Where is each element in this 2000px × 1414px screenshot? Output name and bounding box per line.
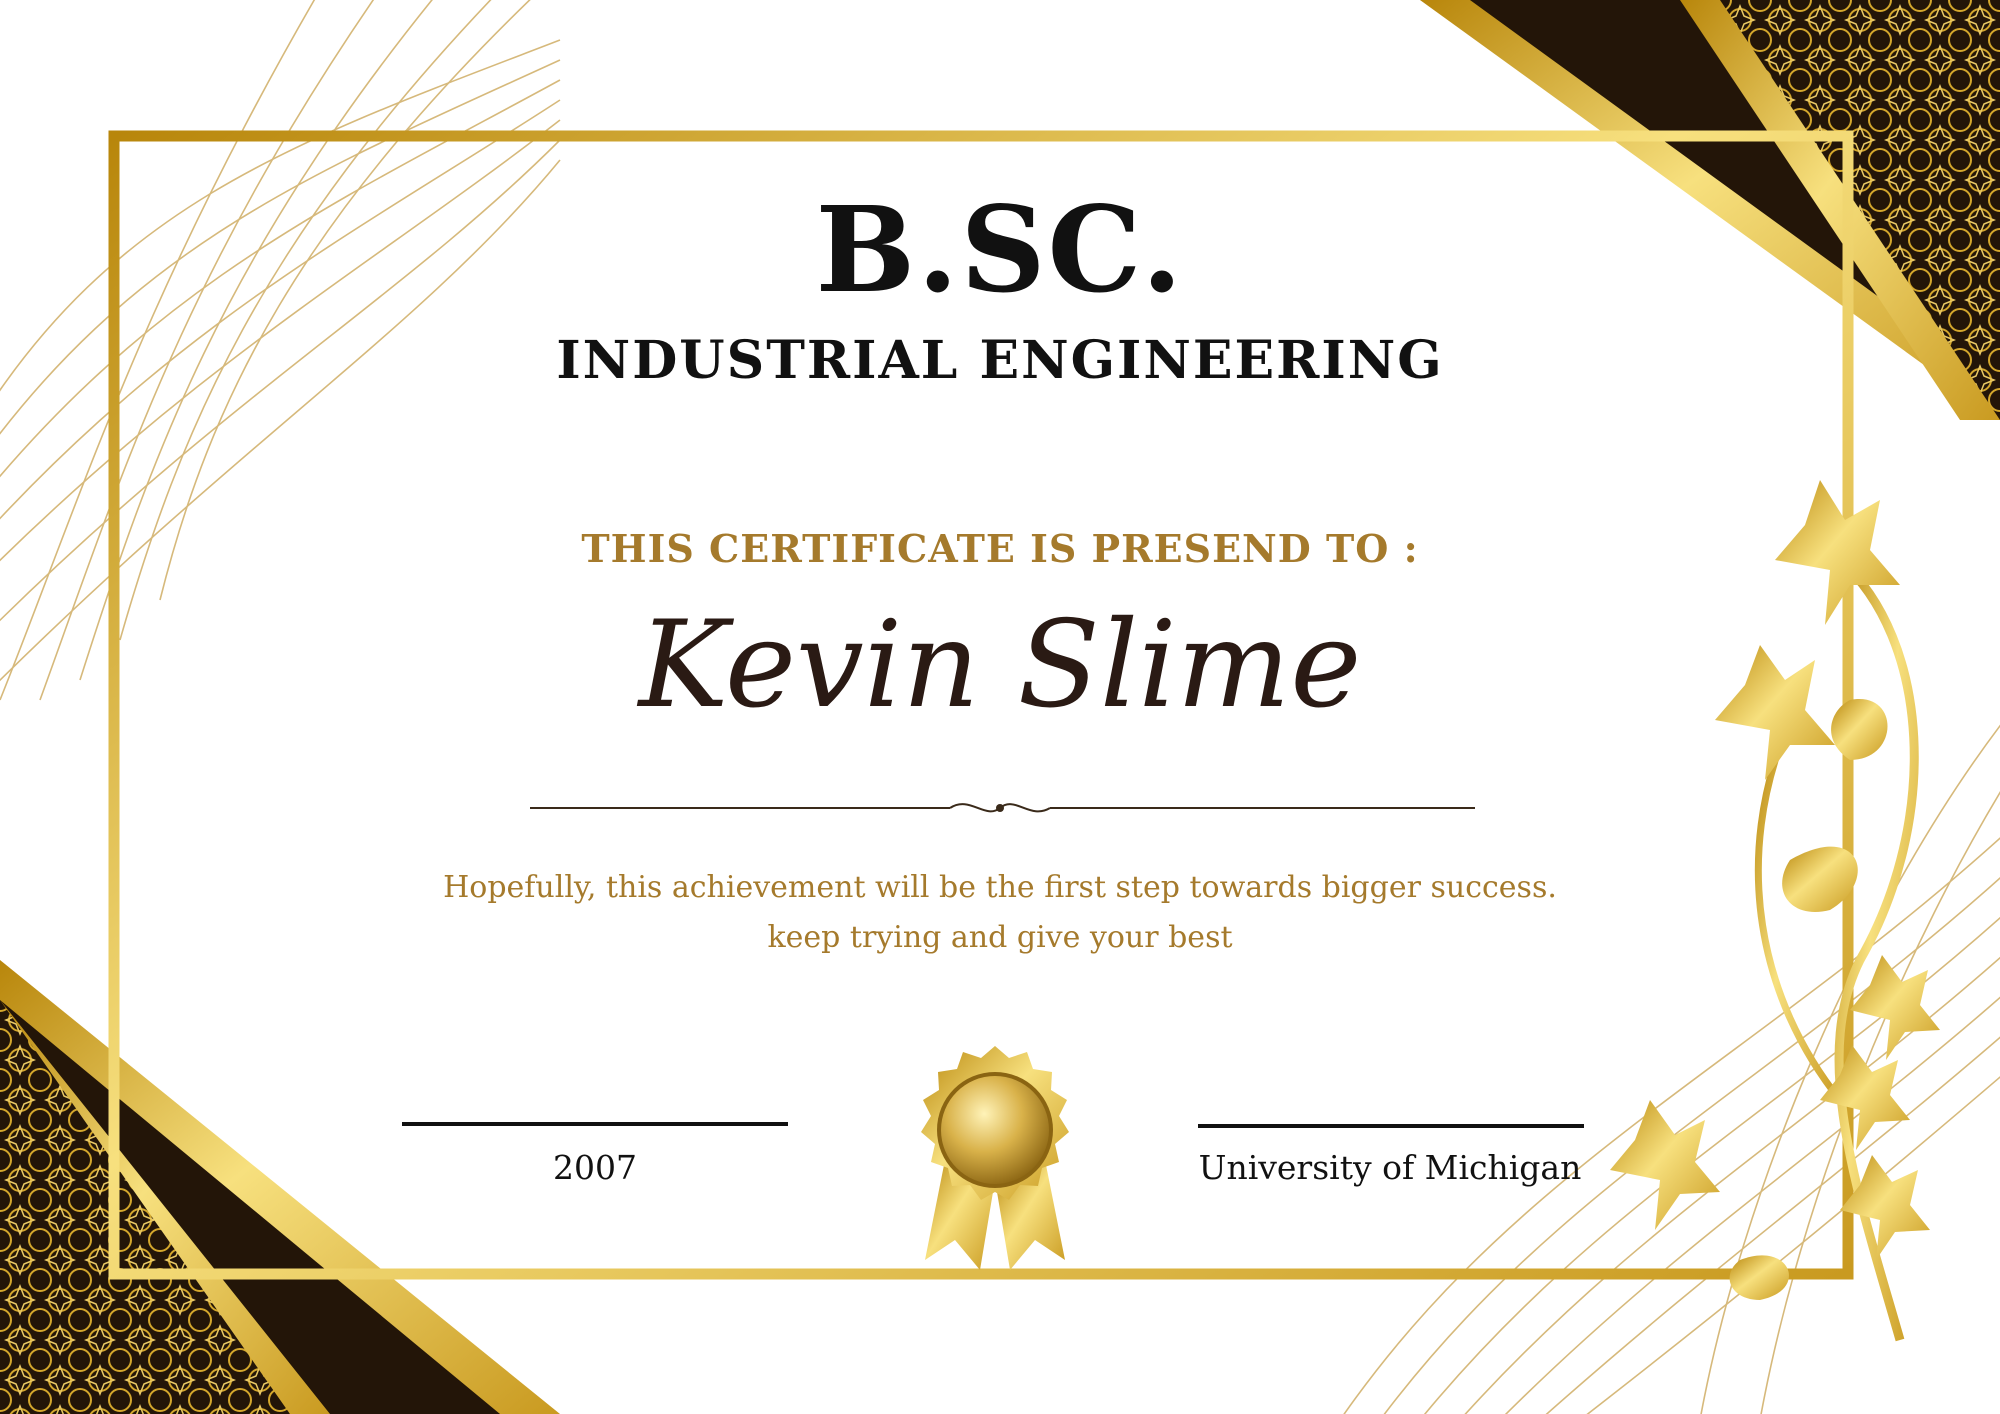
institution-signature-line xyxy=(1198,1124,1584,1128)
date-signature-line xyxy=(402,1122,788,1126)
presented-to-label: THIS CERTIFICATE IS PRESEND TO : xyxy=(581,526,1419,571)
message-line-2: keep trying and give your best xyxy=(767,920,1233,955)
recipient-name: Kevin Slime xyxy=(638,596,1362,735)
message-line-1: Hopefully, this achievement will be the first step towards bigger success. xyxy=(443,870,1557,905)
degree-title: B.SC. xyxy=(815,180,1185,319)
divider-line xyxy=(530,804,1475,812)
institution-name: University of Michigan xyxy=(1198,1148,1582,1187)
corner-ornament-bottom-left xyxy=(0,960,560,1414)
gold-medal-seal xyxy=(905,1040,1085,1270)
field-of-study: INDUSTRIAL ENGINEERING xyxy=(556,330,1444,391)
date-value: 2007 xyxy=(553,1148,637,1187)
